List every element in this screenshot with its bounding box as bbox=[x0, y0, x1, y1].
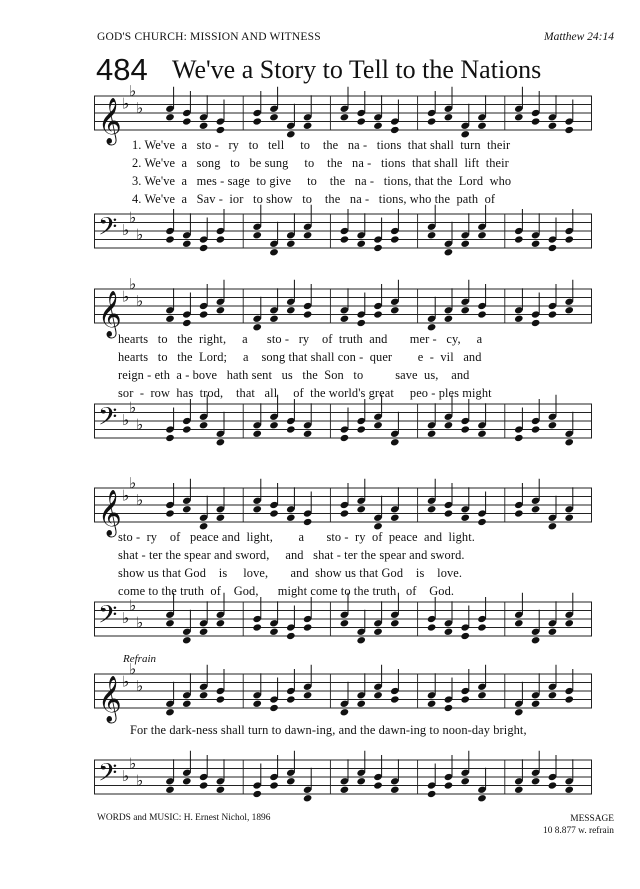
note-head bbox=[303, 430, 313, 438]
note-head bbox=[356, 777, 366, 785]
footer-tune-info bbox=[543, 813, 614, 837]
note-head bbox=[444, 248, 454, 256]
note-head bbox=[444, 704, 454, 712]
flat-icon: ♭ bbox=[122, 486, 130, 505]
bass-clef-icon: 𝄢 bbox=[98, 212, 118, 248]
bass-clef-icon: 𝄢 bbox=[98, 600, 118, 636]
note-head bbox=[182, 240, 192, 248]
note-head bbox=[514, 708, 524, 716]
note-head bbox=[531, 240, 541, 248]
note-head bbox=[477, 518, 487, 526]
lyric-line: 1. We've a sto - ry to tell to the na - tions that shall turn their bbox=[132, 138, 511, 152]
note-head bbox=[252, 231, 262, 239]
flat-icon: ♭ bbox=[136, 291, 144, 310]
note-head bbox=[564, 306, 574, 314]
note-head bbox=[548, 691, 558, 699]
note-head bbox=[269, 113, 279, 121]
note-head bbox=[356, 700, 366, 708]
note-head bbox=[199, 310, 209, 318]
note-head bbox=[340, 434, 350, 442]
note-head bbox=[165, 434, 175, 442]
note-head bbox=[216, 438, 226, 446]
note-head bbox=[427, 700, 437, 708]
note-head bbox=[390, 619, 400, 627]
note-head bbox=[390, 514, 400, 522]
note-head bbox=[427, 790, 437, 798]
flat-icon: ♭ bbox=[129, 398, 137, 417]
note-head bbox=[303, 691, 313, 699]
note-head bbox=[531, 505, 541, 513]
note-head bbox=[356, 636, 366, 644]
treble-clef-icon: 𝄞 bbox=[98, 291, 122, 337]
lyric-line: hearts to the right, a sto - ry of truth and mer - cy, a bbox=[118, 332, 483, 346]
note-head bbox=[548, 122, 558, 130]
note-head bbox=[531, 777, 541, 785]
note-head bbox=[548, 781, 558, 789]
lyric-line: show us that God is love, and show us that God is love. bbox=[118, 566, 463, 580]
note-head bbox=[340, 315, 350, 323]
note-head bbox=[390, 786, 400, 794]
note-head bbox=[216, 786, 226, 794]
flat-icon: ♭ bbox=[136, 676, 144, 695]
note-head bbox=[165, 509, 175, 517]
flat-icon: ♭ bbox=[136, 490, 144, 509]
tune-meter: 10 8.877 w. refrain bbox=[543, 826, 614, 836]
flat-icon: ♭ bbox=[122, 287, 130, 306]
note-head bbox=[356, 505, 366, 513]
note-head bbox=[564, 235, 574, 243]
bass-staff bbox=[94, 596, 592, 640]
note-head bbox=[390, 695, 400, 703]
note-head bbox=[182, 700, 192, 708]
note-head bbox=[165, 619, 175, 627]
flat-icon: ♭ bbox=[136, 613, 144, 632]
bass-clef-icon: 𝄢 bbox=[98, 402, 118, 438]
note-head bbox=[303, 794, 313, 802]
note-head bbox=[303, 122, 313, 130]
note-head bbox=[199, 628, 209, 636]
note-head bbox=[340, 786, 350, 794]
note-head bbox=[460, 777, 470, 785]
note-head bbox=[216, 306, 226, 314]
note-head bbox=[427, 231, 437, 239]
note-head bbox=[427, 117, 437, 125]
flat-icon: ♭ bbox=[129, 274, 137, 293]
note-head bbox=[286, 777, 296, 785]
note-head bbox=[269, 704, 279, 712]
note-head bbox=[216, 126, 226, 134]
note-head bbox=[564, 619, 574, 627]
note-head bbox=[269, 781, 279, 789]
footer-credit: WORDS and MUSIC: H. Ernest Nichol, 1896 bbox=[97, 813, 271, 823]
flat-icon: ♭ bbox=[129, 81, 137, 100]
note-head bbox=[199, 421, 209, 429]
note-head bbox=[477, 122, 487, 130]
note-head bbox=[460, 425, 470, 433]
note-head bbox=[477, 794, 487, 802]
flat-icon: ♭ bbox=[129, 208, 137, 227]
flat-icon: ♭ bbox=[122, 221, 130, 239]
bass-clef-icon: 𝄢 bbox=[98, 758, 118, 794]
note-head bbox=[303, 518, 313, 526]
note-head bbox=[252, 323, 262, 331]
treble-staff bbox=[94, 473, 592, 536]
flat-icon: ♭ bbox=[122, 94, 130, 113]
note-head bbox=[564, 786, 574, 794]
flat-icon: ♭ bbox=[122, 609, 130, 627]
note-head bbox=[165, 113, 175, 121]
note-head bbox=[514, 434, 524, 442]
lyric-line: sor - row has trod, that all of the world's great peo - ples might bbox=[118, 386, 492, 400]
treble-clef-icon: 𝄞 bbox=[98, 98, 122, 144]
note-head bbox=[548, 310, 558, 318]
note-head bbox=[531, 319, 541, 327]
note-head bbox=[548, 628, 558, 636]
note-head bbox=[269, 628, 279, 636]
note-head bbox=[373, 122, 383, 130]
note-head bbox=[216, 619, 226, 627]
note-head bbox=[477, 231, 487, 239]
note-head bbox=[390, 306, 400, 314]
note-head bbox=[373, 691, 383, 699]
note-head bbox=[182, 777, 192, 785]
note-head bbox=[427, 323, 437, 331]
flat-icon: ♭ bbox=[136, 415, 144, 434]
note-head bbox=[390, 235, 400, 243]
note-head bbox=[340, 113, 350, 121]
note-head bbox=[373, 781, 383, 789]
note-head bbox=[531, 636, 541, 644]
note-head bbox=[514, 619, 524, 627]
note-head bbox=[269, 315, 279, 323]
note-head bbox=[303, 231, 313, 239]
note-head bbox=[390, 438, 400, 446]
note-head bbox=[427, 505, 437, 513]
note-head bbox=[477, 430, 487, 438]
note-head bbox=[373, 421, 383, 429]
treble-clef-icon: 𝄞 bbox=[98, 490, 122, 536]
note-head bbox=[444, 421, 454, 429]
note-head bbox=[356, 425, 366, 433]
flat-icon: ♭ bbox=[129, 473, 137, 492]
note-head bbox=[548, 244, 558, 252]
note-head bbox=[165, 235, 175, 243]
note-head bbox=[514, 786, 524, 794]
note-head bbox=[199, 244, 209, 252]
note-head bbox=[390, 126, 400, 134]
note-head bbox=[252, 790, 262, 798]
note-head bbox=[531, 425, 541, 433]
note-head bbox=[286, 240, 296, 248]
note-head bbox=[373, 628, 383, 636]
lyric-line: sto - ry of peace and light, a sto - ry of peace and light. bbox=[118, 530, 475, 544]
note-head bbox=[252, 623, 262, 631]
note-head bbox=[303, 310, 313, 318]
note-head bbox=[444, 113, 454, 121]
note-head bbox=[514, 235, 524, 243]
note-head bbox=[373, 244, 383, 252]
note-head bbox=[531, 117, 541, 125]
note-head bbox=[548, 421, 558, 429]
lyric-line: come to the truth of God, might come to the truth of God. bbox=[118, 584, 455, 598]
note-head bbox=[286, 514, 296, 522]
note-head bbox=[340, 708, 350, 716]
lyric-line: 4. We've a Sav - ior to show to the na - tions, who the path of bbox=[132, 192, 496, 206]
note-head bbox=[182, 117, 192, 125]
section-title: GOD'S CHURCH: MISSION AND WITNESS bbox=[97, 31, 321, 43]
flat-icon: ♭ bbox=[136, 98, 144, 117]
note-head bbox=[460, 306, 470, 314]
note-head bbox=[340, 509, 350, 517]
flat-icon: ♭ bbox=[136, 225, 144, 244]
note-head bbox=[340, 235, 350, 243]
note-head bbox=[165, 708, 175, 716]
flat-icon: ♭ bbox=[122, 672, 130, 691]
note-head bbox=[269, 421, 279, 429]
note-head bbox=[460, 240, 470, 248]
bass-staff bbox=[94, 754, 592, 798]
note-head bbox=[252, 700, 262, 708]
note-head bbox=[216, 235, 226, 243]
note-head bbox=[199, 691, 209, 699]
note-head bbox=[340, 619, 350, 627]
hymn-number: 484 bbox=[96, 52, 148, 87]
treble-staff bbox=[94, 274, 592, 337]
note-head bbox=[444, 781, 454, 789]
note-head bbox=[444, 628, 454, 636]
flat-icon: ♭ bbox=[129, 596, 137, 615]
note-head bbox=[514, 113, 524, 121]
flat-icon: ♭ bbox=[122, 411, 130, 429]
note-head bbox=[514, 315, 524, 323]
note-head bbox=[564, 514, 574, 522]
note-head bbox=[477, 623, 487, 631]
note-head bbox=[356, 319, 366, 327]
note-head bbox=[182, 636, 192, 644]
note-head bbox=[356, 240, 366, 248]
note-head bbox=[531, 700, 541, 708]
note-head bbox=[165, 786, 175, 794]
note-head bbox=[477, 691, 487, 699]
note-head bbox=[477, 310, 487, 318]
note-head bbox=[460, 695, 470, 703]
flat-icon: ♭ bbox=[129, 659, 137, 678]
note-head bbox=[216, 514, 226, 522]
lyric-line: For the dark-ness shall turn to dawn-ing, and the dawn-ing to noon-day bright, bbox=[130, 723, 527, 737]
note-head bbox=[269, 509, 279, 517]
bass-staff bbox=[94, 208, 592, 252]
note-head bbox=[303, 623, 313, 631]
note-head bbox=[427, 430, 437, 438]
note-head bbox=[444, 509, 454, 517]
note-head bbox=[199, 781, 209, 789]
scripture-reference: Matthew 24:14 bbox=[544, 31, 614, 43]
note-head bbox=[269, 248, 279, 256]
treble-staff bbox=[94, 81, 592, 144]
lyric-line: hearts to the Lord; a song that shall con - quer e - vil and bbox=[118, 350, 482, 364]
flat-icon: ♭ bbox=[136, 771, 144, 790]
note-head bbox=[165, 315, 175, 323]
lyric-line: reign - eth a - bove hath sent us the Son to save us, and bbox=[118, 368, 470, 382]
note-head bbox=[252, 430, 262, 438]
treble-clef-icon: 𝄞 bbox=[98, 676, 122, 722]
note-head bbox=[286, 425, 296, 433]
note-head bbox=[216, 695, 226, 703]
lyric-line: 2. We've a song to be sung to the na - tions that shall lift their bbox=[132, 156, 509, 170]
note-head bbox=[286, 632, 296, 640]
note-head bbox=[182, 319, 192, 327]
lyric-line: shat - ter the spear and sword, and shat - ter the spear and sword. bbox=[118, 548, 465, 562]
note-head bbox=[564, 126, 574, 134]
note-head bbox=[548, 522, 558, 530]
lyric-line: 3. We've a mes - sage to give to the na - tions, that the Lord who bbox=[132, 174, 512, 188]
flat-icon: ♭ bbox=[129, 754, 137, 773]
bass-staff bbox=[94, 398, 592, 442]
note-head bbox=[373, 310, 383, 318]
note-head bbox=[444, 315, 454, 323]
tune-name: MESSAGE bbox=[570, 814, 614, 824]
note-head bbox=[460, 514, 470, 522]
note-head bbox=[460, 632, 470, 640]
note-head bbox=[564, 438, 574, 446]
note-head bbox=[427, 623, 437, 631]
note-head bbox=[252, 505, 262, 513]
hymn-title: We've a Story to Tell to the Nations bbox=[172, 55, 542, 84]
note-head bbox=[564, 695, 574, 703]
note-head bbox=[356, 117, 366, 125]
note-head bbox=[252, 117, 262, 125]
refrain-label: Refrain bbox=[123, 653, 156, 665]
note-head bbox=[199, 122, 209, 130]
note-head bbox=[182, 425, 192, 433]
flat-icon: ♭ bbox=[122, 767, 130, 785]
note-head bbox=[514, 509, 524, 517]
note-head bbox=[286, 306, 296, 314]
note-head bbox=[286, 695, 296, 703]
note-head bbox=[182, 505, 192, 513]
